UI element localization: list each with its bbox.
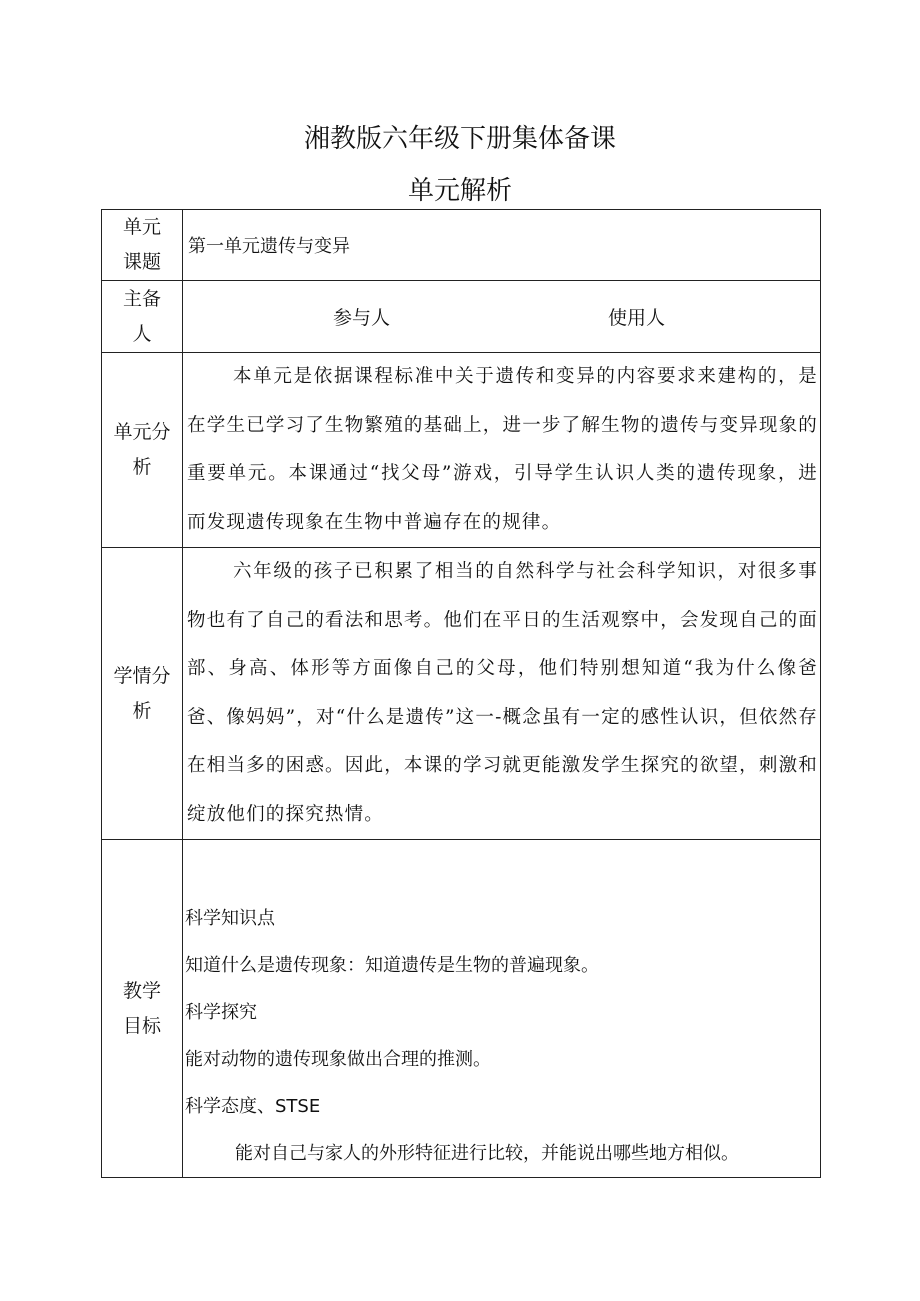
attitude-heading: 科学态度、STSE (185, 1096, 321, 1117)
unit-topic-row (102, 210, 821, 281)
inquiry-heading: 科学探究 (185, 1002, 257, 1023)
participants-label: 参与人 (333, 307, 391, 329)
unit-topic-label: 单元 课题 (102, 210, 183, 281)
main-preparer-label: 主备 人 (102, 281, 183, 353)
unit-topic-cell (183, 210, 821, 281)
people-cell (183, 281, 821, 353)
student-analysis-text: 六年级的孩子已积累了相当的自然科学与社会科学知识，对很多事物也有了自己的看法和思考。他们在平日的生活观察中，会发现自己的面部、身高、体形等方面像自己的父母，他们特别想知道“我为什么像爸爸、像妈妈”，对“什么是遗传”这一-概念虽有一定的感性认识，但依然存在相当多的困惑。因此，本课的学习就更能激发学生探究的欲望，刺激和绽放他们的探究热情。 (187, 561, 818, 825)
unit-analysis-row (102, 353, 821, 548)
inquiry-text: 能对动物的遗传现象做出合理的推测。 (185, 1049, 491, 1070)
unit-analysis-cell (183, 353, 821, 548)
unit-analysis-text: 本单元是依据课程标准中关于遗传和变异的内容要求来建构的，是在学生已学习了生物繁殖的基础上，进一步了解生物的遗传与变异现象的重要单元。本课通过“找父母”游戏，引导学生认识人类的遗传现象，进而发现遗传现象在生物中普遍存在的规律。 (187, 366, 818, 533)
teaching-goals-cell (183, 840, 821, 1178)
document-title: 湘教版六年级下册集体备课 (303, 124, 616, 154)
teaching-goals-row (102, 840, 821, 1178)
unit-topic-value: 第一单元遗传与变异 (188, 236, 350, 257)
teaching-goals-label: 教学 目标 (102, 840, 183, 1178)
people-row (102, 281, 821, 353)
attitude-text: 能对自己与家人的外形特征进行比较，并能说出哪些地方相似。 (235, 1143, 739, 1164)
student-analysis-cell (183, 548, 821, 840)
lesson-plan-table (101, 209, 821, 1178)
knowledge-heading: 科学知识点 (185, 908, 275, 929)
student-analysis-row (102, 548, 821, 840)
student-analysis-label: 学情分 析 (102, 548, 183, 840)
unit-analysis-label: 单元分 析 (102, 353, 183, 548)
knowledge-text: 知道什么是遗传现象：知道遗传是生物的普遍现象。 (185, 955, 599, 976)
users-label: 使用人 (608, 307, 666, 329)
document-subtitle: 单元解析 (407, 176, 512, 206)
